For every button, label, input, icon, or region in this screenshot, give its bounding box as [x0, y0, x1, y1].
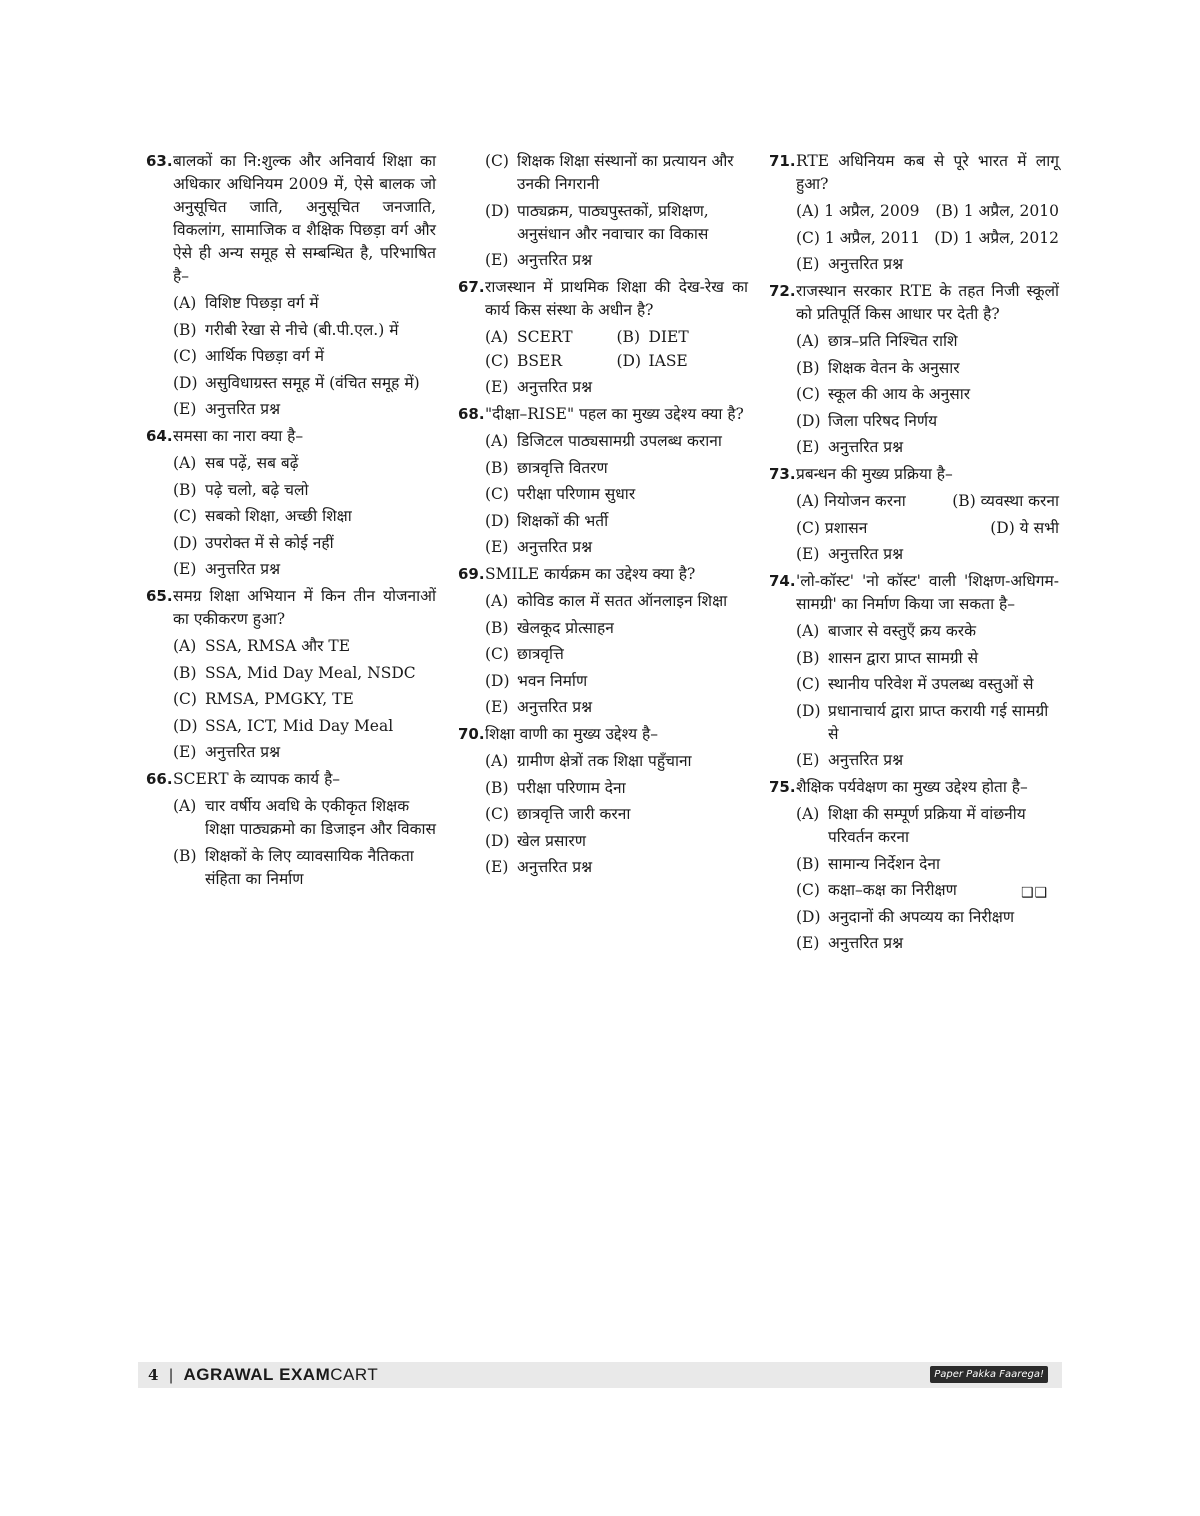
option-item [796, 932, 1059, 955]
question-text: प्रबन्धन की मुख्य प्रक्रिया है– [796, 465, 953, 483]
option-item [173, 505, 436, 528]
option-text: कक्षा–कक्ष का निरीक्षण [828, 881, 957, 899]
question-text: शैक्षिक पर्यवेक्षण का मुख्य उद्देश्य होता है– [796, 778, 1028, 796]
option-label: (C) [485, 152, 509, 170]
option-label: (D) [173, 716, 198, 735]
option-item [173, 715, 436, 738]
question-text: समग्र शिक्षा अभियान में किन तीन योजनाओं का एकीकरण हुआ? [173, 587, 436, 628]
question-block [458, 563, 748, 719]
question-block [146, 585, 436, 764]
question-text: शिक्षा वाणी का मुख्य उद्देश्य है– [485, 725, 658, 743]
option-text: SSA, ICT, Mid Day Meal [205, 716, 394, 735]
brand-prefix: AGRAWAL [183, 1365, 274, 1384]
question-number: 75. [769, 778, 796, 796]
option-item [173, 532, 436, 555]
option-label: (B) [485, 458, 509, 477]
question-number: 67. [458, 278, 485, 296]
option-label: (B) [173, 663, 197, 682]
option-label: (E) [485, 538, 509, 556]
option-item [485, 249, 748, 272]
option-label: (D) [173, 373, 198, 392]
option-label: (C) [485, 485, 509, 503]
option-item: (D) 1 अप्रैल, 2012 [934, 228, 1059, 247]
option-text: कोविड काल में सतत ऑनलाइन शिक्षा [517, 592, 728, 610]
option-label: (E) [796, 438, 820, 456]
option-text: भवन निर्माण [517, 671, 588, 690]
question-block [458, 276, 748, 399]
option-text: अनुत्तरित प्रश्न [828, 438, 904, 456]
question-text: राजस्थान सरकार RTE के तहत निजी स्कूलों को प्रतिपूर्ति किस आधार पर देती है? [796, 282, 1059, 323]
question-block [458, 723, 748, 879]
option-item [796, 879, 1059, 902]
option-item [173, 372, 436, 395]
option-text: शिक्षकों की भर्ती [517, 511, 609, 530]
option-item [796, 749, 1059, 772]
option-text: ग्रामीण क्षेत्रों तक शिक्षा पहुँचाना [517, 752, 692, 770]
option-item: (C) 1 अप्रैल, 2011 [796, 228, 921, 247]
question-block [769, 150, 1059, 276]
option-text: अनुदानों की अपव्यय का निरीक्षण [828, 907, 1015, 926]
option-item [796, 543, 1059, 566]
option-item [485, 457, 748, 480]
question-block [458, 403, 748, 559]
option-item [485, 803, 748, 826]
option-label: (A) [173, 294, 197, 312]
question-number: 71. [769, 152, 796, 170]
option-label: (B) [796, 358, 820, 377]
option-text: छात्रवृत्ति जारी करना [517, 805, 631, 823]
option-label: (D) [796, 907, 821, 926]
option-item [173, 292, 436, 315]
option-label: (E) [173, 400, 197, 418]
question-text: 'लो-कॉस्ट' 'नो कॉस्ट' वाली 'शिक्षण-अधिगम-सामग्री' का निर्माण किया जा सकता है– [796, 572, 1059, 613]
option-item [173, 558, 436, 581]
option-text: जिला परिषद निर्णय [828, 411, 938, 430]
option-item [173, 345, 436, 368]
option-item [173, 398, 436, 421]
option-label: (D) [485, 201, 510, 220]
option-label: (C) [796, 881, 820, 899]
option-item [485, 200, 748, 246]
option-item [485, 326, 617, 349]
end-mark: ❑❑ [1021, 885, 1049, 901]
option-label: (D) [485, 831, 510, 850]
option-text: अनुत्तरित प्रश्न [205, 743, 281, 761]
question-text: SCERT के व्यापक कार्य है– [173, 770, 341, 788]
question-number: 68. [458, 405, 485, 423]
option-item [796, 803, 1059, 849]
option-item [796, 410, 1059, 433]
option-item [485, 350, 617, 373]
option-item [485, 617, 748, 640]
option-label: (A) [796, 805, 820, 823]
option-item: (A) 1 अप्रैल, 2009 [796, 202, 920, 220]
option-item [485, 696, 748, 719]
question-text: समसा का नारा क्या है– [173, 427, 304, 445]
option-label: (B) [485, 618, 509, 637]
option-label: (A) [485, 592, 509, 610]
option-item [485, 750, 748, 773]
option-label: (B) [173, 320, 197, 339]
option-label: (D) [485, 671, 510, 690]
question-number: 64. [146, 427, 173, 445]
option-item [173, 319, 436, 342]
option-text: शिक्षक वेतन के अनुसार [828, 358, 960, 377]
option-pair-row [796, 200, 1059, 223]
option-text: खेलकूद प्रोत्साहन [517, 618, 614, 637]
option-text: शिक्षक शिक्षा संस्थानों का प्रत्यायन और उनकी निगरानी [517, 152, 734, 193]
option-item [796, 673, 1059, 696]
option-label: (E) [485, 698, 509, 716]
option-label: (B) [485, 778, 509, 797]
brand-logo [184, 1365, 379, 1385]
option-item [485, 590, 748, 613]
option-item [485, 483, 748, 506]
option-pair-row [796, 517, 1059, 540]
option-text: प्रधानाचार्य द्वारा प्राप्त करायी गई सामग्री से [828, 701, 1049, 743]
option-text: अनुत्तरित प्रश्न [828, 545, 904, 563]
option-label: (D) [796, 411, 821, 430]
option-label: (B) [796, 854, 820, 873]
option-item [796, 906, 1059, 929]
option-pair-row [796, 227, 1059, 250]
option-item [617, 350, 749, 373]
option-text: सामान्य निर्देशन देना [828, 854, 941, 873]
question-text: RTE अधिनियम कब से पूरे भारत में लागू हुआ? [796, 152, 1059, 193]
option-label: (C) [485, 352, 509, 370]
option-label: (A) [173, 637, 197, 655]
option-text: अनुत्तरित प्रश्न [828, 751, 904, 769]
option-item [173, 688, 436, 711]
option-label: (A) [485, 328, 509, 346]
question-number: 74. [769, 572, 796, 590]
option-label: (E) [796, 545, 820, 563]
option-text: IASE [648, 352, 688, 370]
option-label: (B) [616, 328, 640, 346]
option-item [485, 777, 748, 800]
column-middle [458, 150, 748, 883]
option-item [485, 430, 748, 453]
brand-exam: EXAM [279, 1365, 331, 1384]
tagline-badge: Paper Pakka Faarega! [930, 1366, 1048, 1383]
option-item [796, 700, 1059, 746]
option-text: चार वर्षीय अवधि के एकीकृत शिक्षक शिक्षा पाठ्यक्रमो का डिजाइन और विकास [205, 797, 437, 838]
question-block [146, 425, 436, 581]
option-item [173, 662, 436, 685]
option-text: सब पढ़ें, सब बढ़ें [205, 454, 299, 472]
question-number: 73. [769, 465, 796, 483]
option-item: (C) प्रशासन [796, 518, 868, 537]
option-text: शिक्षकों के लिए व्यावसायिक नैतिकता संहिता का निर्माण [205, 846, 414, 888]
option-label: (D) [796, 701, 821, 720]
option-item [173, 452, 436, 475]
option-label: (E) [796, 751, 820, 769]
option-label: (C) [485, 805, 509, 823]
option-text: BSER [517, 352, 562, 370]
option-text: शासन द्वारा प्राप्त सामग्री से [828, 648, 979, 667]
option-text: अनुत्तरित प्रश्न [517, 858, 593, 876]
question-number: 72. [769, 282, 796, 300]
option-label: (D) [616, 352, 642, 370]
question-block [146, 150, 436, 421]
option-item [796, 853, 1059, 876]
question-block [769, 776, 1059, 955]
option-text: पाठ्यक्रम, पाठ्यपुस्तकों, प्रशिक्षण, अनुसंधान और नवाचार का विकास [517, 201, 709, 243]
option-item [617, 326, 749, 349]
option-item: (D) ये सभी [990, 518, 1059, 537]
option-text: अनुत्तरित प्रश्न [517, 698, 593, 716]
option-item [173, 845, 436, 891]
question-block [458, 150, 748, 272]
option-text: असुविधाग्रस्त समूह में (वंचित समूह में) [205, 373, 420, 392]
option-text: SCERT [517, 328, 573, 346]
question-block [769, 463, 1059, 566]
option-text: सबको शिक्षा, अच्छी शिक्षा [205, 507, 352, 525]
footer-separator: | [168, 1366, 174, 1384]
option-item [796, 383, 1059, 406]
option-item: (A) नियोजन करना [796, 492, 906, 510]
option-text: स्कूल की आय के अनुसार [828, 385, 971, 403]
page-footer [138, 1362, 1062, 1388]
option-text: अनुत्तरित प्रश्न [828, 255, 904, 273]
question-number: 70. [458, 725, 485, 743]
option-item [796, 330, 1059, 353]
option-text: छात्रवृत्ति वितरण [517, 458, 608, 477]
option-label: (E) [796, 934, 820, 952]
option-label: (C) [173, 690, 197, 708]
option-label: (C) [173, 347, 197, 365]
option-pair-row [796, 490, 1059, 513]
option-text: परीक्षा परिणाम देना [517, 778, 626, 797]
option-item [173, 479, 436, 502]
option-item [796, 647, 1059, 670]
question-number: 66. [146, 770, 173, 788]
option-text: पढ़े चलो, बढ़े चलो [205, 480, 309, 499]
column-left [146, 150, 436, 895]
option-text: बाजार से वस्तुएँ क्रय करके [828, 622, 977, 640]
question-block [146, 768, 436, 891]
option-item [485, 643, 748, 666]
option-label: (E) [485, 378, 509, 396]
option-item [173, 741, 436, 764]
option-item [173, 795, 436, 841]
option-item [796, 253, 1059, 276]
option-item [796, 357, 1059, 380]
option-item [796, 620, 1059, 643]
option-label: (C) [796, 385, 820, 403]
option-label: (B) [796, 648, 820, 667]
option-label: (E) [173, 560, 197, 578]
option-label: (E) [485, 858, 509, 876]
option-item: (B) 1 अप्रैल, 2010 [935, 202, 1059, 220]
option-item [485, 376, 748, 399]
question-number: 65. [146, 587, 173, 605]
question-block [769, 570, 1059, 772]
option-item [485, 536, 748, 559]
option-label: (E) [173, 743, 197, 761]
option-text: अनुत्तरित प्रश्न [517, 538, 593, 556]
option-label: (C) [485, 645, 509, 663]
option-label: (A) [796, 332, 820, 350]
option-text: अनुत्तरित प्रश्न [205, 400, 281, 418]
column-right [769, 150, 1059, 959]
option-label: (A) [173, 797, 197, 815]
option-label: (C) [173, 507, 197, 525]
option-label: (D) [173, 533, 198, 552]
question-text: राजस्थान में प्राथमिक शिक्षा की देख-रेख का कार्य किस संस्था के अधीन है? [485, 278, 748, 319]
option-label: (E) [485, 251, 509, 269]
option-text: विशिष्ट पिछड़ा वर्ग में [205, 294, 319, 312]
option-text: परीक्षा परिणाम सुधार [517, 485, 636, 503]
question-text: SMILE कार्यक्रम का उद्देश्य क्या है? [485, 565, 696, 583]
option-text: शिक्षा की सम्पूर्ण प्रक्रिया में वांछनीय परिवर्तन करना [828, 805, 1026, 846]
option-label: (A) [173, 454, 197, 472]
option-text: छात्रवृत्ति [517, 645, 564, 663]
option-text: अनुत्तरित प्रश्न [828, 934, 904, 952]
option-item [485, 150, 748, 196]
option-item: (B) व्यवस्था करना [952, 492, 1059, 510]
question-text: "दीक्षा–RISE" पहल का मुख्य उद्देश्य क्या है? [485, 405, 744, 423]
option-text: स्थानीय परिवेश में उपलब्ध वस्तुओं से [828, 675, 1034, 693]
option-text: DIET [648, 328, 689, 346]
option-text: SSA, Mid Day Meal, NSDC [205, 663, 416, 682]
option-text: उपरोक्त में से कोई नहीं [205, 533, 334, 552]
option-grid [485, 326, 748, 374]
option-label: (D) [485, 511, 510, 530]
option-text: खेल प्रसारण [517, 831, 586, 850]
brand-cart: CART [330, 1365, 379, 1384]
option-text: डिजिटल पाठ्यसामग्री उपलब्ध कराना [517, 432, 722, 450]
option-label: (A) [485, 752, 509, 770]
option-text: आर्थिक पिछड़ा वर्ग में [205, 347, 325, 365]
option-label: (A) [485, 432, 509, 450]
question-number: 69. [458, 565, 485, 583]
option-item [485, 510, 748, 533]
option-label: (E) [796, 255, 820, 273]
option-label: (A) [796, 622, 820, 640]
option-text: अनुत्तरित प्रश्न [517, 378, 593, 396]
option-text: SSA, RMSA और TE [205, 637, 351, 655]
option-label: (B) [173, 846, 197, 865]
option-text: अनुत्तरित प्रश्न [517, 251, 593, 269]
option-label: (B) [173, 480, 197, 499]
question-number: 63. [146, 152, 173, 170]
question-text: बालकों का नि:शुल्क और अनिवार्य शिक्षा का अधिकार अधिनियम 2009 में, ऐसे बालक जो अनुसूचित जाति, अनुसूचित जनजाति, विकलांग, सामाजिक व शैक्षिक पिछड़ा वर्ग और ऐसे ही अन्य समूह से सम्बन्धित है, परिभाषित है– [173, 152, 436, 285]
option-item [485, 670, 748, 693]
option-text: छात्र–प्रति निश्चित राशि [828, 332, 958, 350]
option-item [173, 635, 436, 658]
question-block [769, 280, 1059, 459]
option-item [796, 436, 1059, 459]
option-item [485, 856, 748, 879]
option-label: (C) [796, 675, 820, 693]
option-text: RMSA, PMGKY, TE [205, 690, 354, 708]
option-item [485, 830, 748, 853]
option-text: गरीबी रेखा से नीचे (बी.पी.एल.) में [205, 320, 399, 339]
page-number: 4 [148, 1366, 159, 1384]
option-text: अनुत्तरित प्रश्न [205, 560, 281, 578]
